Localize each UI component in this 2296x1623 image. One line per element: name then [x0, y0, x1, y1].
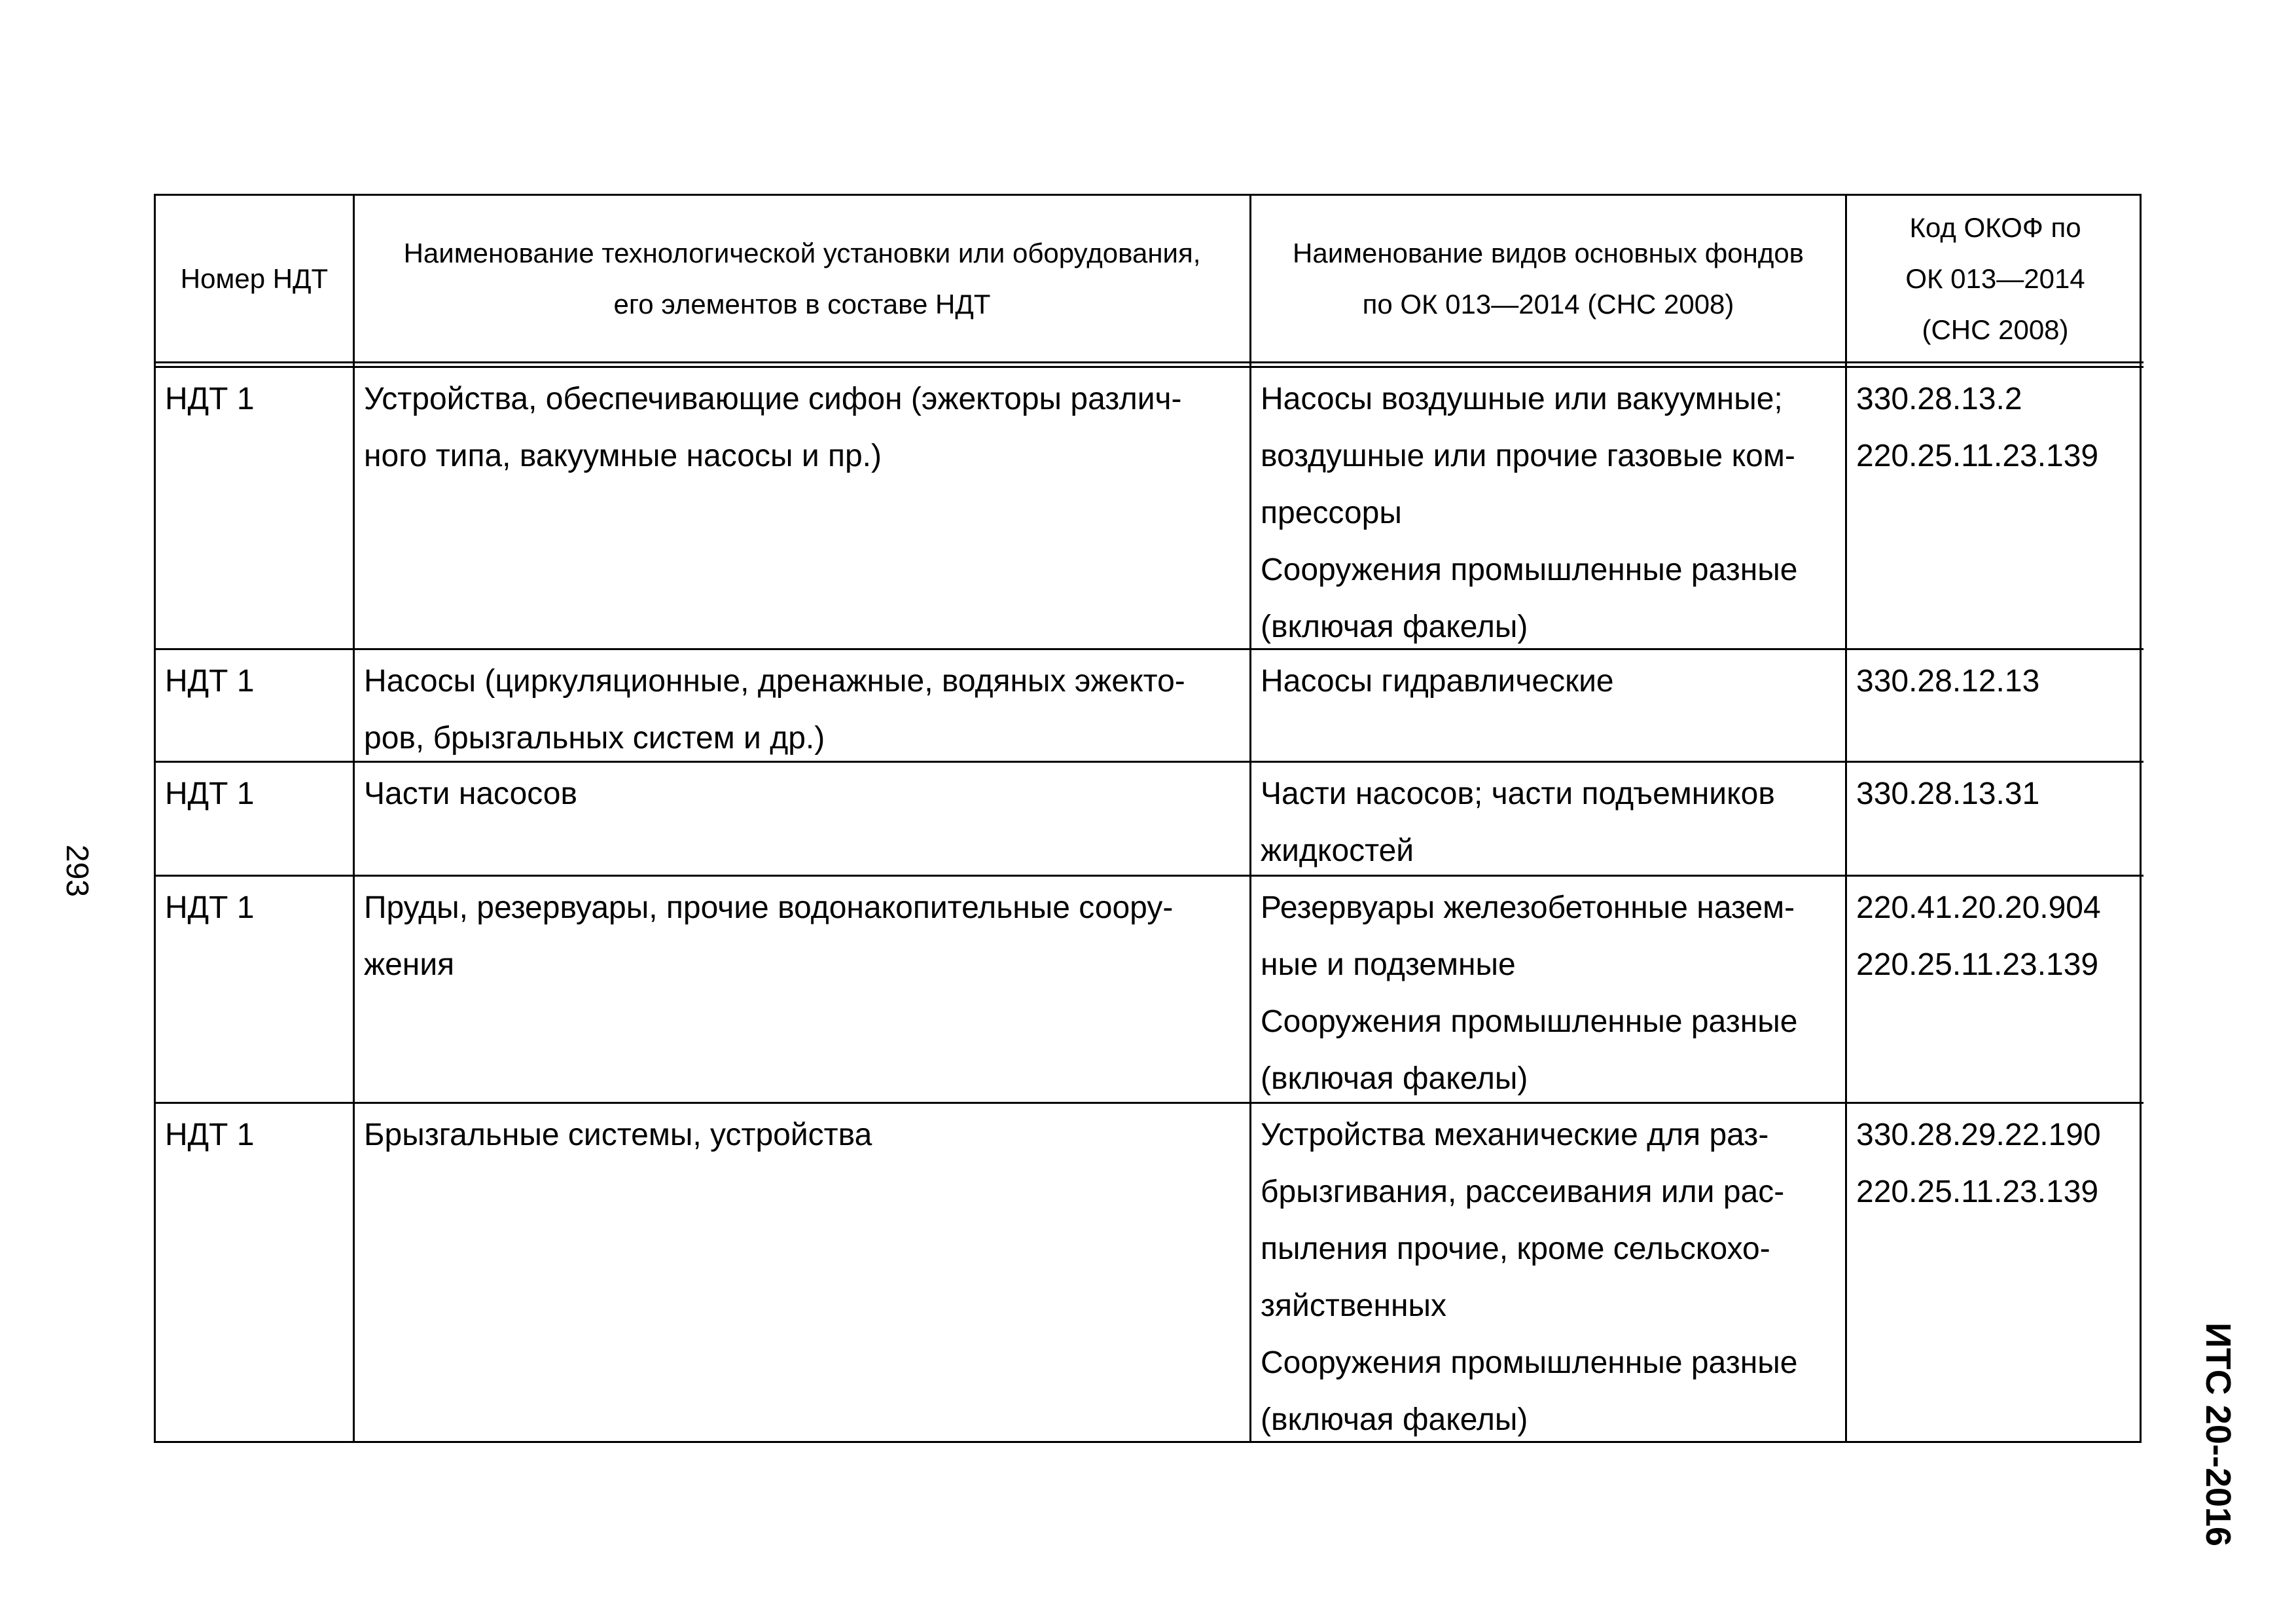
cell-equipment: Насосы (циркуляционные, дренажные, водяных эжекто- ров, брызгальных систем и др.): [355, 650, 1251, 763]
cell-fund: Части насосов; части подъемников жидкостей: [1251, 763, 1847, 877]
cell-code: 330.28.13.2 220.25.11.23.139: [1847, 368, 2144, 650]
header-divider: [1847, 363, 2144, 368]
cell-code: 330.28.13.31: [1847, 763, 2144, 877]
cell-equipment: Брызгальные системы, устройства: [355, 1104, 1251, 1443]
cell-ndt: НДТ 1: [156, 368, 355, 650]
header-ndt-number: Номер НДТ: [156, 196, 355, 363]
cell-fund: Насосы воздушные или вакуумные; воздушные или прочие газовые ком- прессоры Сооружения промышленные разные (включая факелы): [1251, 368, 1847, 650]
cell-equipment: Пруды, резервуары, прочие водонакопительные соору- жения: [355, 877, 1251, 1104]
document-code: ИТС 20--2016: [2198, 1322, 2238, 1546]
cell-equipment: Устройства, обеспечивающие сифон (эжекторы различ- ного типа, вакуумные насосы и пр.): [355, 368, 1251, 650]
header-divider: [156, 363, 355, 368]
page-number: 293: [60, 845, 94, 898]
okof-table: [154, 194, 2142, 1443]
header-okof-code: Код ОКОФ по ОК 013—2014 (СНС 2008): [1847, 196, 2144, 363]
header-divider: [1251, 363, 1847, 368]
cell-ndt: НДТ 1: [156, 650, 355, 763]
cell-code: 220.41.20.20.904 220.25.11.23.139: [1847, 877, 2144, 1104]
cell-ndt: НДТ 1: [156, 877, 355, 1104]
cell-fund: Резервуары железобетонные назем- ные и подземные Сооружения промышленные разные (включая факелы): [1251, 877, 1847, 1104]
cell-fund: Насосы гидравлические: [1251, 650, 1847, 763]
cell-ndt: НДТ 1: [156, 1104, 355, 1443]
cell-equipment: Части насосов: [355, 763, 1251, 877]
header-equipment-name: Наименование технологической установки или оборудования, его элементов в составе НДТ: [355, 196, 1251, 363]
header-fund-type: Наименование видов основных фондов по ОК 013—2014 (СНС 2008): [1251, 196, 1847, 363]
cell-code: 330.28.29.22.190 220.25.11.23.139: [1856, 1118, 2101, 1209]
cell-code: 330.28.12.13: [1847, 650, 2144, 763]
cell-ndt: НДТ 1: [156, 763, 355, 877]
header-divider: [355, 363, 1251, 368]
cell-fund: Устройства механические для раз- брызгивания, рассеивания или рас- пыления прочие, кроме сельскохо- зяйственных Сооружения промышленные разные (включая факелы): [1251, 1104, 1847, 1443]
